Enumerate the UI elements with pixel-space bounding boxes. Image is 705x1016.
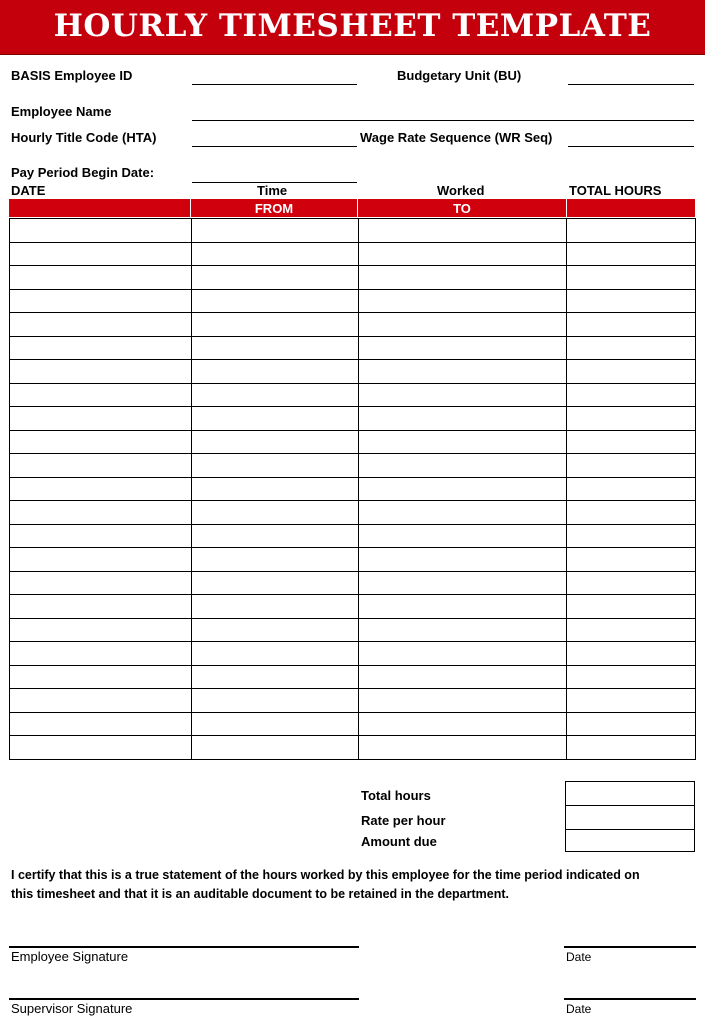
table-row: [10, 524, 696, 548]
supervisor-date-label: Date: [566, 1002, 592, 1016]
from-cell[interactable]: [192, 407, 359, 431]
to-cell[interactable]: [359, 642, 567, 666]
from-cell[interactable]: [192, 689, 359, 713]
total-cell[interactable]: [567, 289, 696, 313]
total-cell[interactable]: [567, 736, 696, 760]
date-cell[interactable]: [10, 407, 192, 431]
employee-name-label: Employee Name: [11, 104, 112, 119]
date-cell[interactable]: [10, 689, 192, 713]
from-cell[interactable]: [192, 289, 359, 313]
to-cell[interactable]: [359, 219, 567, 243]
employee-signature-line[interactable]: [9, 946, 359, 948]
from-cell[interactable]: [192, 313, 359, 337]
date-cell[interactable]: [10, 289, 192, 313]
employee-date-line[interactable]: [564, 946, 696, 948]
table-row: [10, 336, 696, 360]
total-cell[interactable]: [567, 524, 696, 548]
table-row: [10, 642, 696, 666]
to-cell[interactable]: [359, 501, 567, 525]
title-banner: [0, 0, 705, 55]
total-cell[interactable]: [567, 618, 696, 642]
to-cell[interactable]: [359, 524, 567, 548]
from-cell[interactable]: [192, 454, 359, 478]
amount-due-label: Amount due: [361, 834, 437, 849]
date-cell[interactable]: [10, 712, 192, 736]
total-cell[interactable]: [567, 313, 696, 337]
to-cell[interactable]: [359, 266, 567, 290]
pay-period-label: Pay Period Begin Date:: [11, 165, 155, 180]
total-cell[interactable]: [567, 501, 696, 525]
date-cell[interactable]: [10, 571, 192, 595]
date-cell[interactable]: [10, 477, 192, 501]
table-row: [10, 430, 696, 454]
page-title: HOURLY TIMESHEET TEMPLATE: [53, 8, 652, 44]
from-cell[interactable]: [192, 571, 359, 595]
table-row: [10, 618, 696, 642]
total-cell[interactable]: [567, 266, 696, 290]
from-cell[interactable]: [192, 642, 359, 666]
table-row: [10, 571, 696, 595]
total-cell[interactable]: [567, 407, 696, 431]
table-row: [10, 242, 696, 266]
table-row: [10, 665, 696, 689]
title-code-field[interactable]: [192, 146, 357, 147]
table-row: [10, 477, 696, 501]
table-row: [10, 313, 696, 337]
to-cell[interactable]: [359, 571, 567, 595]
table-row: [10, 712, 696, 736]
date-cell[interactable]: [10, 266, 192, 290]
to-cell[interactable]: [359, 383, 567, 407]
title-code-label: Hourly Title Code (HTA): [11, 130, 157, 145]
total-cell[interactable]: [567, 219, 696, 243]
employee-signature-label: Employee Signature: [11, 949, 129, 964]
to-cell[interactable]: [359, 665, 567, 689]
table-row: [10, 736, 696, 760]
table-row: [10, 383, 696, 407]
date-cell[interactable]: [10, 360, 192, 384]
total-cell[interactable]: [567, 383, 696, 407]
from-cell[interactable]: [192, 219, 359, 243]
from-cell[interactable]: [192, 665, 359, 689]
date-cell[interactable]: [10, 501, 192, 525]
date-header: DATE: [11, 183, 46, 198]
table-row: [10, 548, 696, 572]
total-cell[interactable]: [567, 430, 696, 454]
table-row: [10, 689, 696, 713]
employee-id-label: BASIS Employee ID: [11, 68, 133, 83]
table-row: [10, 501, 696, 525]
date-cell[interactable]: [10, 524, 192, 548]
total-cell[interactable]: [567, 665, 696, 689]
to-cell[interactable]: [359, 407, 567, 431]
to-cell[interactable]: [359, 477, 567, 501]
table-row: [10, 595, 696, 619]
to-cell[interactable]: [359, 313, 567, 337]
total-cell[interactable]: [567, 642, 696, 666]
from-cell[interactable]: [192, 477, 359, 501]
rate-per-hour-box[interactable]: [565, 805, 695, 830]
total-cell[interactable]: [567, 242, 696, 266]
total-hours-header: TOTAL HOURS: [569, 183, 662, 198]
total-cell[interactable]: [567, 336, 696, 360]
total-cell[interactable]: [567, 360, 696, 384]
to-cell[interactable]: [359, 360, 567, 384]
budgetary-unit-field[interactable]: [568, 84, 694, 85]
table-row: [10, 454, 696, 478]
from-cell[interactable]: [192, 360, 359, 384]
wage-rate-field[interactable]: [568, 146, 694, 147]
date-cell[interactable]: [10, 548, 192, 572]
to-cell[interactable]: [359, 336, 567, 360]
supervisor-signature-label: Supervisor Signature: [11, 1001, 133, 1016]
worked-header: Worked: [437, 183, 485, 198]
date-cell[interactable]: [10, 336, 192, 360]
date-cell[interactable]: [10, 313, 192, 337]
to-cell[interactable]: [359, 289, 567, 313]
to-cell[interactable]: [359, 689, 567, 713]
total-cell[interactable]: [567, 712, 696, 736]
date-cell[interactable]: [10, 454, 192, 478]
date-cell[interactable]: [10, 736, 192, 760]
employee-date-label: Date: [566, 950, 592, 964]
table-row: [10, 407, 696, 431]
budgetary-unit-label: Budgetary Unit (BU): [397, 68, 522, 83]
supervisor-date-line[interactable]: [564, 998, 696, 1000]
from-cell[interactable]: [192, 595, 359, 619]
total-hours-box[interactable]: [565, 781, 695, 806]
from-cell[interactable]: [192, 383, 359, 407]
supervisor-signature-line[interactable]: [9, 998, 359, 1000]
total-cell[interactable]: [567, 571, 696, 595]
from-cell[interactable]: [192, 430, 359, 454]
date-cell[interactable]: [10, 642, 192, 666]
date-cell[interactable]: [10, 618, 192, 642]
to-cell[interactable]: [359, 712, 567, 736]
rate-per-hour-label: Rate per hour: [361, 813, 446, 828]
wage-rate-label: Wage Rate Sequence (WR Seq): [360, 130, 553, 145]
employee-id-field[interactable]: [192, 84, 357, 85]
from-cell[interactable]: [192, 501, 359, 525]
table-subheader-bar: [9, 199, 695, 217]
total-cell[interactable]: [567, 595, 696, 619]
from-cell[interactable]: [192, 524, 359, 548]
total-cell[interactable]: [567, 689, 696, 713]
timesheet-table: [9, 218, 696, 760]
table-row: [10, 219, 696, 243]
to-cell[interactable]: [359, 454, 567, 478]
date-cell[interactable]: [10, 595, 192, 619]
from-cell[interactable]: [192, 266, 359, 290]
table-row: [10, 360, 696, 384]
total-hours-label: Total hours: [361, 788, 431, 803]
table-row: [10, 266, 696, 290]
total-cell[interactable]: [567, 548, 696, 572]
date-cell[interactable]: [10, 219, 192, 243]
to-cell[interactable]: [359, 618, 567, 642]
to-cell[interactable]: [359, 548, 567, 572]
from-cell[interactable]: [192, 736, 359, 760]
certification-statement: I certify that this is a true statement of the hours worked by this employee for the time period indicated on this timesheet and that it is an auditable document to be retained in the department.: [11, 868, 640, 901]
amount-due-box[interactable]: [565, 829, 695, 852]
date-cell[interactable]: [10, 383, 192, 407]
from-cell[interactable]: [192, 242, 359, 266]
employee-name-field[interactable]: [192, 120, 694, 121]
to-cell[interactable]: [359, 736, 567, 760]
table-row: [10, 289, 696, 313]
date-cell[interactable]: [10, 665, 192, 689]
time-header: Time: [257, 183, 288, 198]
from-subheader: FROM: [254, 201, 294, 216]
from-cell[interactable]: [192, 712, 359, 736]
from-cell[interactable]: [192, 618, 359, 642]
to-subheader: TO: [453, 201, 471, 216]
date-cell[interactable]: [10, 242, 192, 266]
from-cell[interactable]: [192, 336, 359, 360]
to-cell[interactable]: [359, 595, 567, 619]
to-cell[interactable]: [359, 430, 567, 454]
date-cell[interactable]: [10, 430, 192, 454]
to-cell[interactable]: [359, 242, 567, 266]
total-cell[interactable]: [567, 454, 696, 478]
total-cell[interactable]: [567, 477, 696, 501]
from-cell[interactable]: [192, 548, 359, 572]
